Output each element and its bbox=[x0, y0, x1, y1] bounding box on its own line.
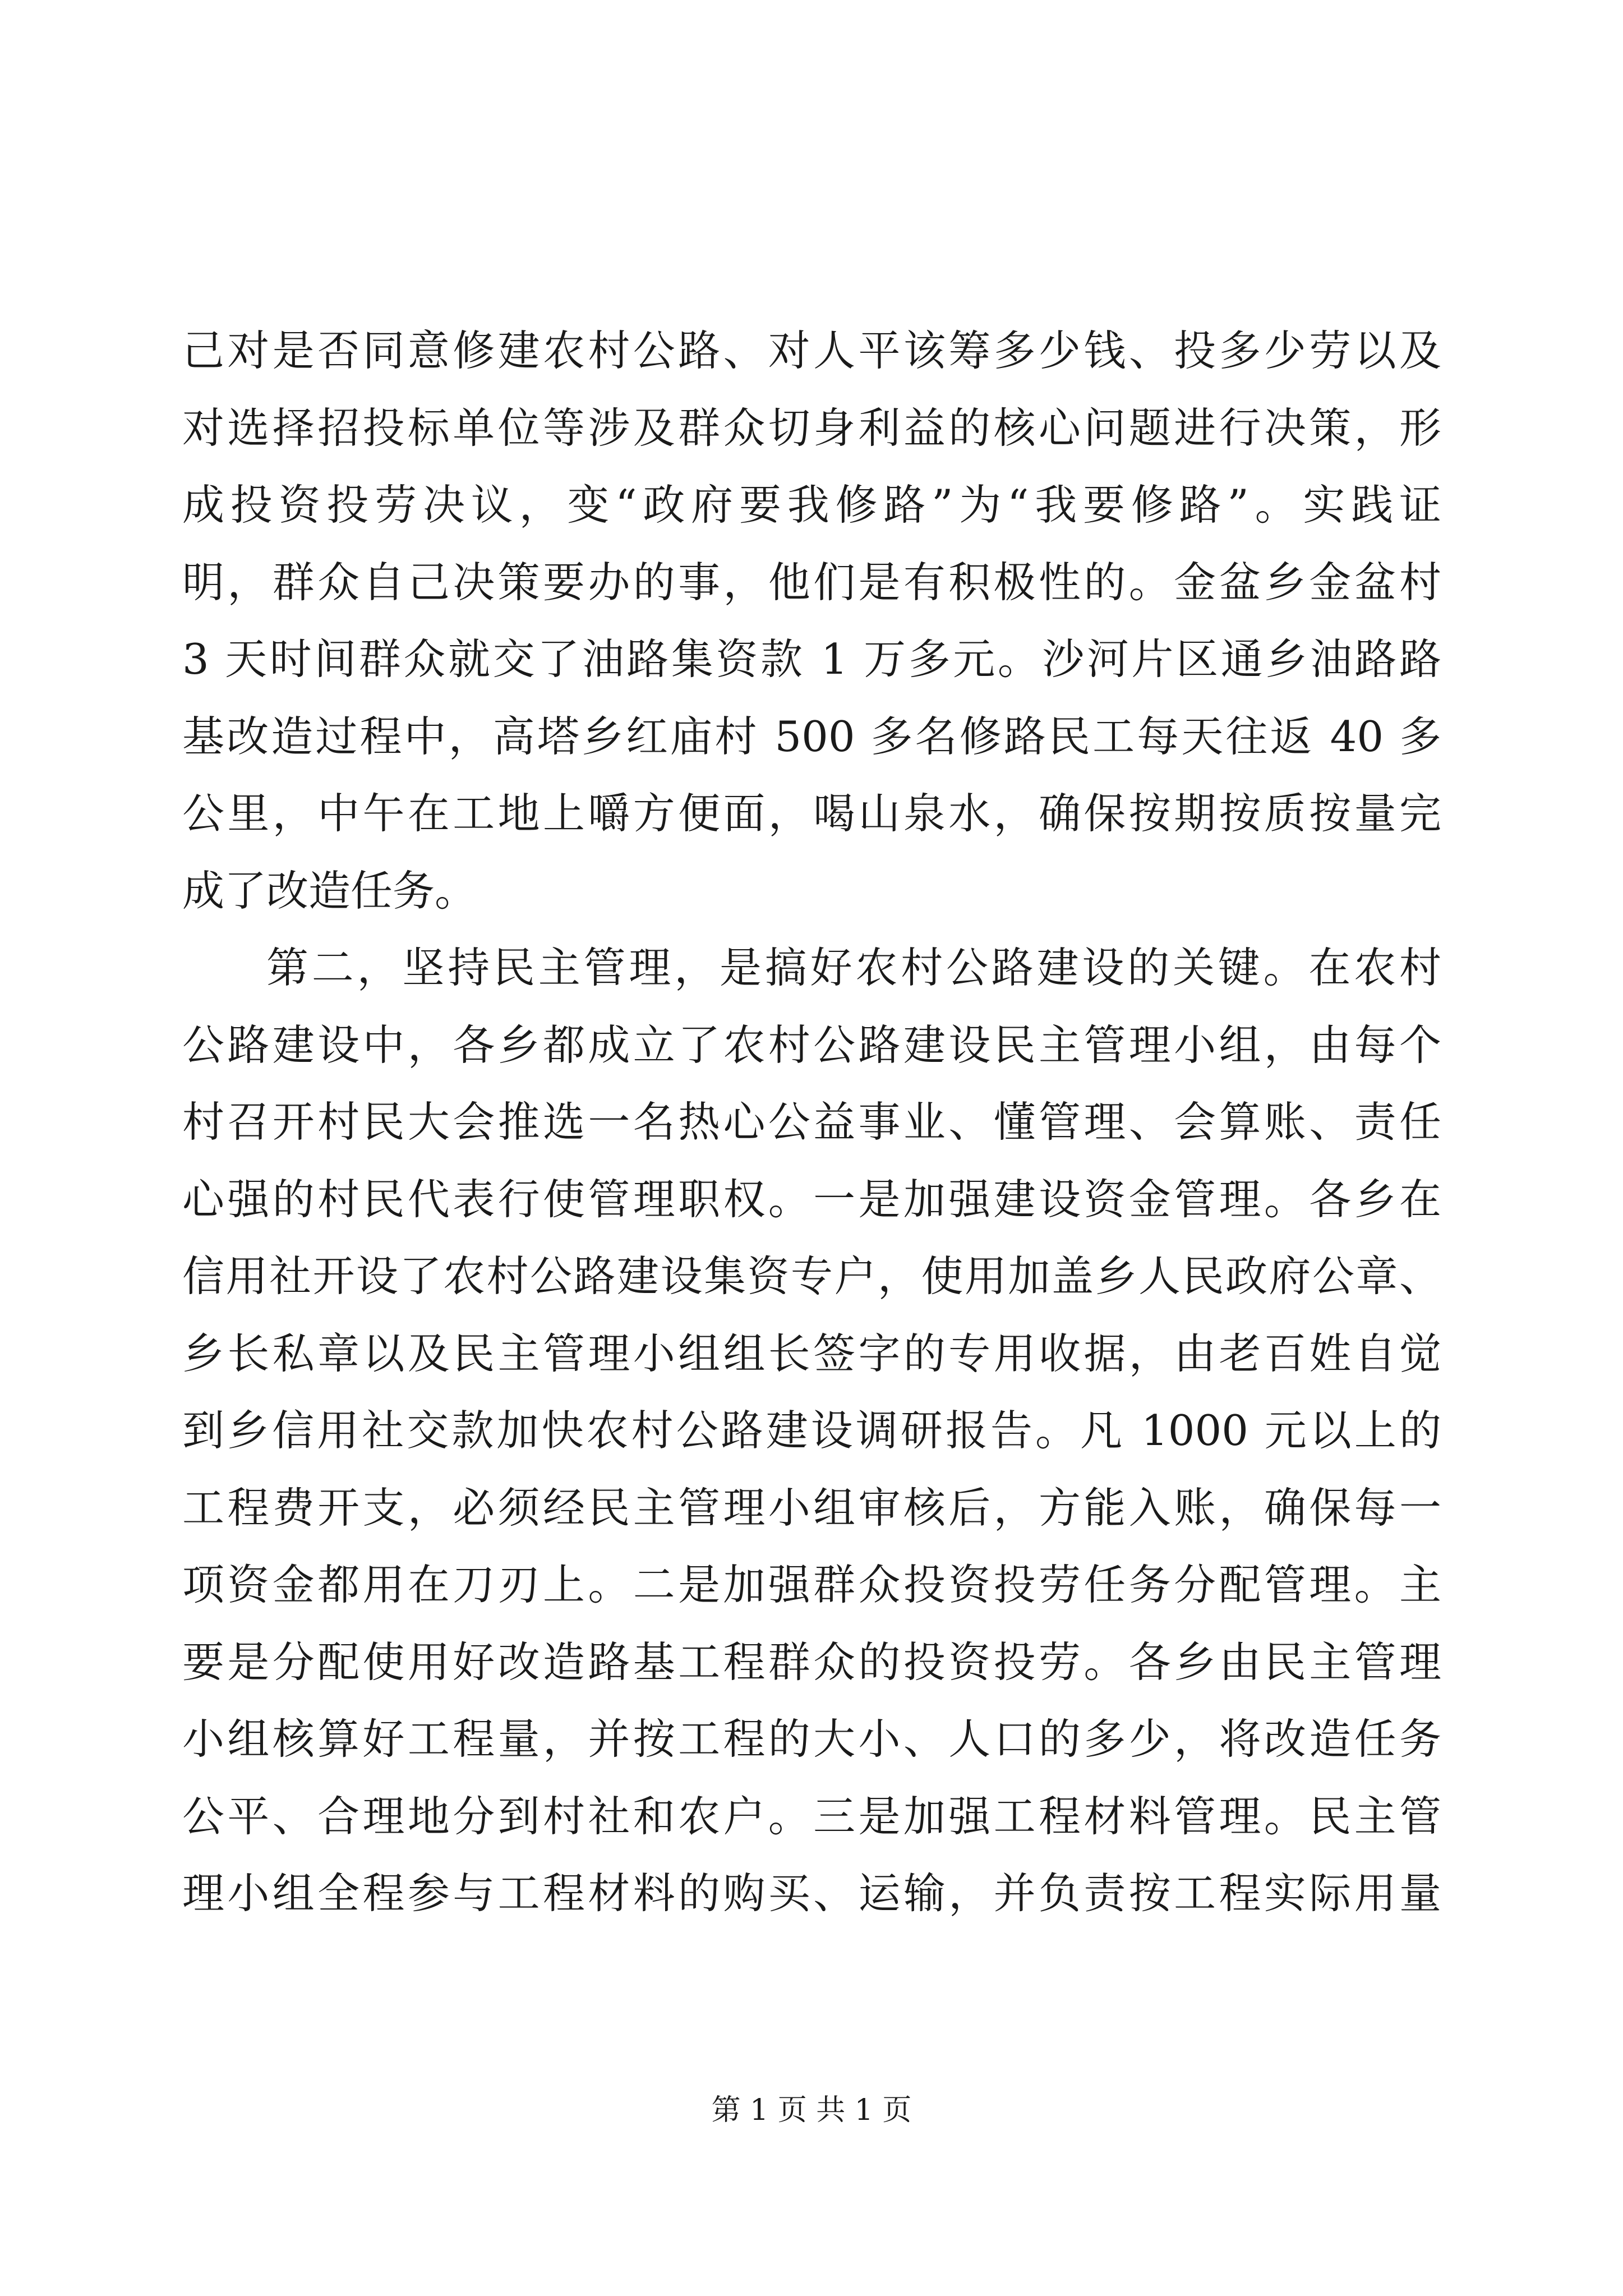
text-line: 到乡信用社交款加快农村公路建设调研报告。凡 1000 元以上的 bbox=[182, 1406, 1441, 1455]
text-line: 乡长私章以及民主管理小组组长签字的专用收据，由老百姓自觉 bbox=[182, 1329, 1441, 1378]
text-line: 己对是否同意修建农村公路、对人平该筹多少钱、投多少劳以及 bbox=[182, 326, 1441, 375]
text-line: 公平、合理地分到村社和农户。三是加强工程材料管理。民主管 bbox=[182, 1792, 1441, 1841]
page-footer bbox=[0, 2082, 1623, 2138]
text-line: 对选择招投标单位等涉及群众切身利益的核心问题进行决策，形 bbox=[182, 403, 1441, 453]
text-line: 心强的村民代表行使管理职权。一是加强建设资金管理。各乡在 bbox=[182, 1175, 1441, 1224]
text-line: 项资金都用在刀刃上。二是加强群众投资投劳任务分配管理。主 bbox=[182, 1560, 1441, 1609]
text-line: 村召开村民大会推选一名热心公益事业、懂管理、会算账、责任 bbox=[182, 1097, 1441, 1147]
text-line: 3 天时间群众就交了油路集资款 1 万多元。沙河片区通乡油路路 bbox=[182, 634, 1441, 684]
paragraph-first-line: 第二，坚持民主管理，是搞好农村公路建设的关键。在农村 bbox=[266, 943, 1441, 992]
text-line: 信用社开设了农村公路建设集资专户，使用加盖乡人民政府公章、 bbox=[182, 1251, 1441, 1301]
text-line: 公路建设中，各乡都成立了农村公路建设民主管理小组，由每个 bbox=[182, 1020, 1441, 1070]
text-line: 基改造过程中，高塔乡红庙村 500 多名修路民工每天往返 40 多 bbox=[182, 712, 1441, 761]
text-line: 明，群众自己决策要办的事，他们是有积极性的。金盆乡金盆村 bbox=[182, 558, 1441, 607]
text-line: 公里，中午在工地上嚼方便面，喝山泉水，确保按期按质按量完 bbox=[182, 789, 1441, 838]
text-line: 成投资投劳决议，变“政府要我修路”为“我要修路”。实践证 bbox=[182, 480, 1441, 530]
text-line: 要是分配使用好改造路基工程群众的投资投劳。各乡由民主管理 bbox=[182, 1637, 1441, 1687]
text-line: 工程费开支，必须经民主管理小组审核后，方能入账，确保每一 bbox=[182, 1483, 1441, 1533]
text-line: 理小组全程参与工程材料的购买、运输，并负责按工程实际用量 bbox=[182, 1869, 1441, 1918]
text-line: 小组核算好工程量，并按工程的大小、人口的多少，将改造任务 bbox=[182, 1714, 1441, 1764]
page-number-label: 第 1 页 共 1 页 bbox=[711, 2093, 912, 2127]
text-line: 成了改造任务。 bbox=[182, 866, 477, 915]
